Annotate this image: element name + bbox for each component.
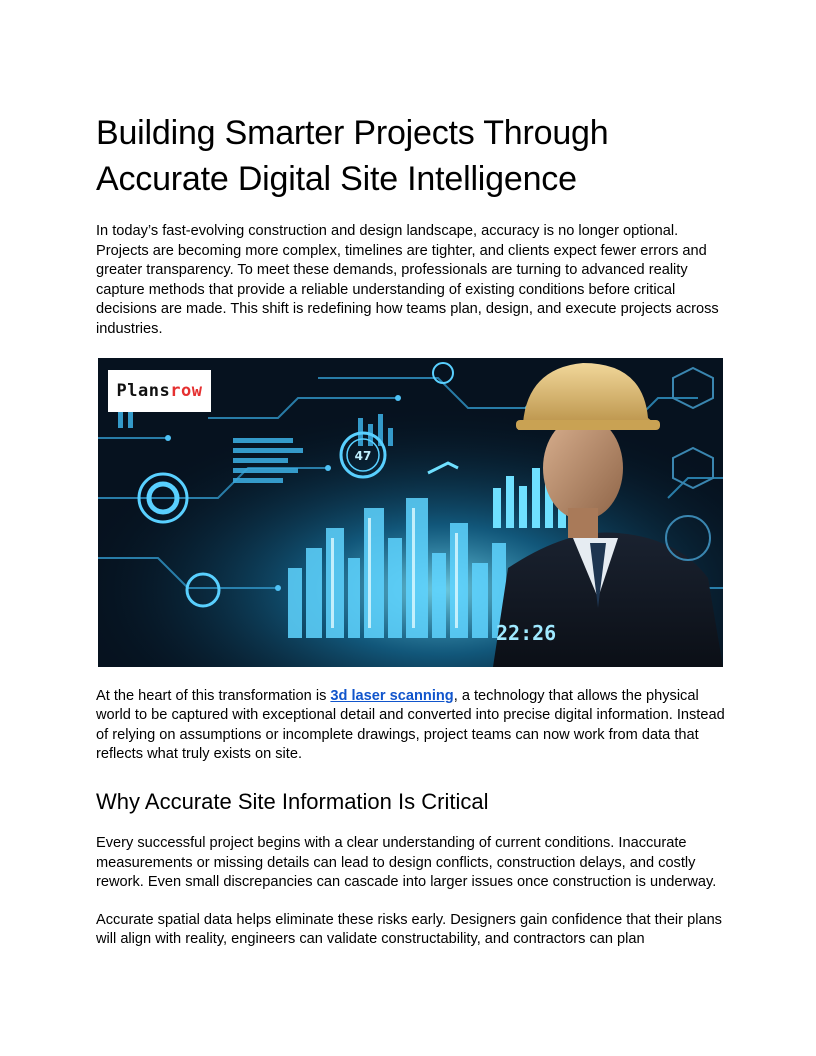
hud-number: 47: [354, 448, 372, 463]
paragraph2-tail: , a technology that allows the physical world to be captured with exceptional detail and converted into precise digital information. Instead of relying on assumptions or incomplete drawings, project teams can now work from data that reflects what truly exists on site.: [96, 687, 725, 763]
paragraph-laser-scanning: [96, 687, 726, 765]
paragraph-site-info: Every successful project begins with a clear understanding of current conditions. Inaccurate measurements or missing details can lead to design conflicts, construction delays, and costly rework. Even small discrepancies can cascade into larger issues once construction is underway.: [96, 834, 717, 891]
document-page: [96, 110, 726, 968]
page-title: Building Smarter Projects Through Accurate Digital Site Intelligence: [96, 114, 609, 198]
intro-paragraph: In today’s fast-evolving construction and design landscape, accuracy is no longer optional. Projects are becoming more complex, timelines are tighter, and clients expect fewer errors and greater transparency. To meet these demands, professionals are turning to advanced reality capture methods that provide a reliable understanding of existing conditions before critical decisions are made. This shift is redefining how teams plan, design, and execute projects across industries.: [96, 223, 719, 337]
section-heading: Why Accurate Site Information Is Critical: [96, 788, 489, 814]
hero-image: [98, 358, 723, 667]
logo-text-part1: Plans: [116, 380, 171, 401]
paragraph-spatial-data: Accurate spatial data helps eliminate these risks early. Designers gain confidence that their plans will align with reality, engineers can validate constructability, and contractors can plan: [96, 911, 722, 948]
paragraph2-lead: At the heart of this transformation is: [96, 687, 331, 704]
logo-text-part2: row: [170, 380, 203, 401]
laser-scanning-link[interactable]: 3d laser scanning: [330, 687, 454, 704]
plansrow-logo: [108, 370, 211, 412]
hud-clock: 22:26: [496, 620, 557, 645]
